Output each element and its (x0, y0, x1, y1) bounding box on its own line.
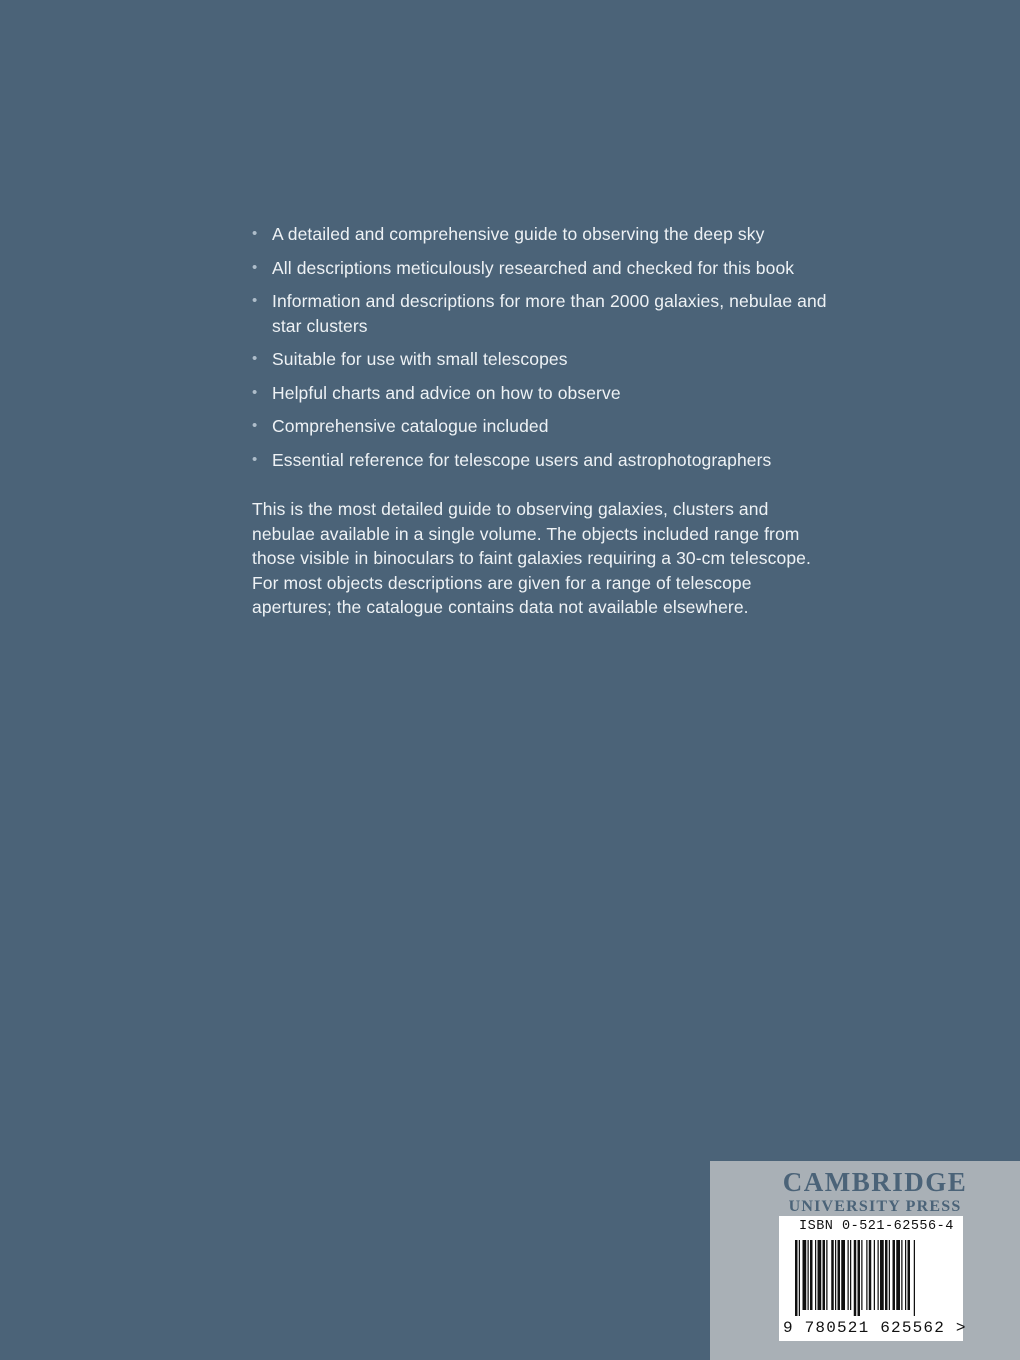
barcode-bar (889, 1240, 890, 1310)
barcode-bar (858, 1240, 861, 1316)
bullet-icon: • (252, 350, 258, 367)
isbn-label: ISBN 0-521-62556-4 (799, 1219, 954, 1234)
bullet-icon: • (252, 383, 258, 401)
barcode-bar (878, 1240, 879, 1310)
barcode-bar (838, 1240, 841, 1310)
barcode-bar (874, 1240, 875, 1310)
back-cover-content (252, 222, 832, 637)
barcode-bar (826, 1240, 827, 1310)
barcode-bar (810, 1240, 813, 1310)
barcode-bar (848, 1240, 849, 1310)
barcode-bar (818, 1240, 822, 1310)
bullet-icon: • (252, 258, 258, 276)
barcode-bar (854, 1240, 857, 1316)
barcode-bar (808, 1240, 809, 1310)
barcode-bar (841, 1240, 845, 1310)
ean-digits: 9 780521 625562 > (783, 1319, 967, 1337)
barcode-bar (901, 1240, 902, 1310)
feature-text: Essential reference for telescope users and astrophotographers (272, 449, 772, 470)
barcode-bar (835, 1240, 836, 1310)
feature-text: All descriptions meticulously researched and checked for this book (272, 257, 795, 278)
barcode-bar (831, 1240, 834, 1310)
bullet-icon: • (252, 450, 258, 468)
publisher-panel (710, 1161, 1020, 1360)
feature-text: Information and descriptions for more than 2000 galaxies, nebulae and star clusters (272, 291, 827, 336)
bullet-icon: • (252, 225, 258, 242)
publisher-subtitle: UNIVERSITY PRESS (788, 1198, 962, 1215)
barcode-bar (799, 1240, 800, 1316)
barcode-bars-icon (795, 1240, 947, 1316)
feature-item (252, 256, 832, 281)
barcode-bar (866, 1240, 867, 1310)
barcode-bar (914, 1240, 915, 1316)
description-paragraph: This is the most detailed guide to observing galaxies, clusters and nebulae available in a single volume. The objects included range from those visible in binoculars to faint galaxies requiring a 30-cm telescope. For most objects descriptions are given for a range of telescope apertures; the catalogue contains data not available elsewhere. (252, 499, 811, 617)
barcode-bar (869, 1240, 872, 1310)
barcode-bar (815, 1240, 816, 1310)
barcode-bar (905, 1240, 906, 1310)
feature-item (252, 289, 832, 338)
bullet-icon: • (252, 292, 258, 309)
feature-item (252, 448, 832, 473)
feature-text: Comprehensive catalogue included (272, 416, 549, 436)
barcode-bar (880, 1240, 884, 1310)
feature-item (252, 381, 832, 406)
barcode-bar (861, 1240, 862, 1310)
barcode (779, 1216, 967, 1341)
feature-text: A detailed and comprehensive guide to observing the deep sky (272, 224, 765, 244)
feature-item (252, 347, 832, 372)
feature-item (252, 414, 832, 439)
barcode-bar (850, 1240, 851, 1310)
barcode-bar (885, 1240, 888, 1310)
feature-text: Suitable for use with small telescopes (272, 349, 568, 369)
barcode-bar (908, 1240, 911, 1310)
barcode-bar (803, 1240, 807, 1310)
barcode-bar (795, 1240, 798, 1316)
barcode-bar (896, 1240, 900, 1310)
publisher-name: CAMBRIDGE (782, 1167, 968, 1197)
barcode-bar (893, 1240, 896, 1310)
feature-list (252, 222, 832, 472)
barcode-bar (823, 1240, 826, 1310)
publisher-logo (770, 1167, 980, 1217)
bullet-icon: • (252, 417, 258, 434)
feature-item (252, 222, 832, 247)
feature-text: Helpful charts and advice on how to observe (272, 382, 621, 403)
